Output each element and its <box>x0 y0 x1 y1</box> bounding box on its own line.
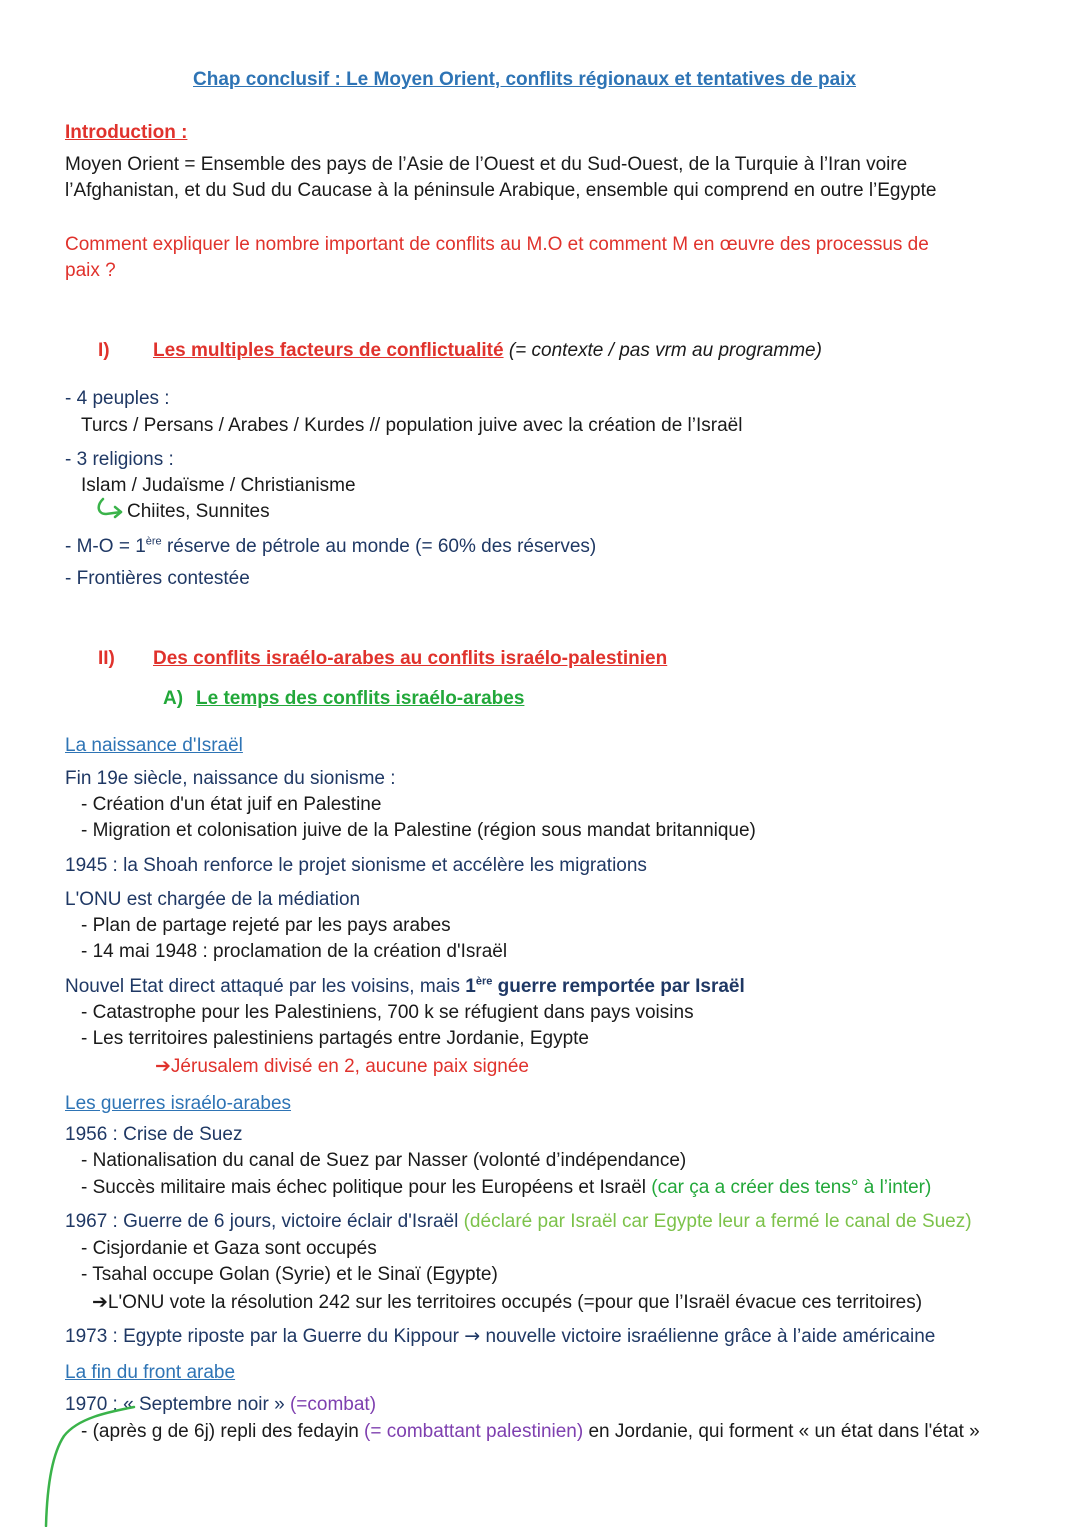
petrole-sup: ère <box>145 535 162 548</box>
intro-heading: Introduction : <box>65 122 188 143</box>
part1-note: (= contexte / pas vrm au programme) <box>503 340 822 361</box>
religions-sub: Chiites, Sunnites <box>127 501 270 522</box>
naissance-line-8-sup: ère <box>475 975 493 988</box>
naissance-line-1: Fin 19e siècle, naissance du sionisme : <box>65 768 396 789</box>
fin-line-1b: (=combat) <box>284 1394 377 1415</box>
peuples-label: - 4 peuples : <box>65 388 170 409</box>
hand-drawn-bracket-icon <box>38 1398 138 1527</box>
naissance-line-11-text: Jérusalem divisé en 2, aucune paix signée <box>170 1056 529 1077</box>
fin-line-1a: 1970 : « Septembre noir » <box>65 1394 285 1415</box>
naissance-line-4: 1945 : la Shoah renforce le projet sionisme et accélère les migrations <box>65 855 647 876</box>
guerres-heading: Les guerres israélo-arabes <box>65 1093 292 1114</box>
naissance-line-2: - Création d'un état juif en Palestine <box>81 794 382 815</box>
naissance-line-8b: 1 <box>465 976 476 997</box>
religions-list: Islam / Judaïsme / Christianisme <box>81 475 356 496</box>
right-arrow-icon: → <box>464 1325 481 1347</box>
right-arrow-icon: ➔ <box>92 1291 108 1313</box>
part2-numeral: II) <box>98 648 115 669</box>
fin-line-2c: en Jordanie, qui forment « un état dans l'état » <box>583 1421 980 1442</box>
part1-numeral: I) <box>98 340 110 361</box>
guerres-line-4 <box>65 1210 972 1234</box>
naissance-heading: La naissance d'Israël <box>65 735 243 756</box>
guerres-line-1: 1956 : Crise de Suez <box>65 1124 243 1145</box>
intro-definition-line-2: l’Afghanistan, et du Sud du Caucase à la péninsule Arabique, ensemble qui comprend en outre l’Egypte <box>65 180 937 201</box>
naissance-line-9: - Catastrophe pour les Palestiniens, 700 k se réfugient dans pays voisins <box>81 1002 694 1023</box>
guerres-line-8a: 1973 : Egypte riposte par la Guerre du Kippour <box>65 1326 465 1347</box>
guerres-line-7-text: L'ONU vote la résolution 242 sur les territoires occupés (=pour que l’Israël évacue ces territoires) <box>107 1292 923 1313</box>
fin-line-2a: - (après g de 6j) repli des fedayin <box>81 1421 365 1442</box>
naissance-line-11 <box>155 1054 529 1079</box>
part2a-letter: A) <box>163 688 184 709</box>
naissance-line-6: - Plan de partage rejeté par les pays arabes <box>81 915 451 936</box>
right-arrow-icon: ➔ <box>155 1055 171 1077</box>
guerres-line-3 <box>81 1176 931 1200</box>
guerres-line-4b: (déclaré par Israël car Egypte leur a fermé le canal de Suez) <box>458 1211 972 1232</box>
peuples-list: Turcs / Persans / Arabes / Kurdes // population juive avec la création de l’Israël <box>81 415 743 436</box>
page-title: Chap conclusif : Le Moyen Orient, conflits régionaux et tentatives de paix <box>193 69 857 90</box>
petrole-text-a: - M-O = 1 <box>65 536 146 557</box>
petrole-text-b: réserve de pétrole au monde (= 60% des réserves) <box>161 536 597 557</box>
naissance-line-10: - Les territoires palestiniens partagés entre Jordanie, Egypte <box>81 1028 589 1049</box>
guerres-line-8b: nouvelle victoire israélienne grâce à l’aide américaine <box>480 1326 936 1347</box>
frontieres-line: - Frontières contestée <box>65 568 250 589</box>
guerres-line-7 <box>92 1290 922 1315</box>
naissance-line-8a: Nouvel Etat direct attaqué par les voisins, mais <box>65 976 466 997</box>
fin-heading: La fin du front arabe <box>65 1362 236 1383</box>
part1-heading <box>153 339 822 363</box>
naissance-line-8c: guerre remportée par Israël <box>492 976 745 997</box>
intro-question-line-1: Comment expliquer le nombre important de conflits au M.O et comment M en œuvre des processus de <box>65 234 929 255</box>
intro-question-line-2: paix ? <box>65 260 116 281</box>
guerres-line-4a: 1967 : Guerre de 6 jours, victoire éclair d'Israël <box>65 1211 459 1232</box>
intro-definition-line-1: Moyen Orient = Ensemble des pays de l’Asie de l’Ouest et du Sud-Ouest, de la Turquie à l’Iran voire <box>65 154 908 175</box>
naissance-line-8 <box>65 975 745 999</box>
guerres-line-8 <box>65 1324 935 1349</box>
guerres-line-2: - Nationalisation du canal de Suez par Nasser (volonté d’indépendance) <box>81 1150 687 1171</box>
religions-label: - 3 religions : <box>65 449 174 470</box>
guerres-line-3a: - Succès militaire mais échec politique pour les Européens et Israël <box>81 1177 646 1198</box>
guerres-line-6: - Tsahal occupe Golan (Syrie) et le Sinaï (Egypte) <box>81 1264 498 1285</box>
guerres-line-3b: (car ça a créer des tens° à l’inter) <box>646 1177 932 1198</box>
petrole-line <box>65 535 596 559</box>
naissance-line-5: L'ONU est chargée de la médiation <box>65 889 361 910</box>
guerres-line-5: - Cisjordanie et Gaza sont occupés <box>81 1238 377 1259</box>
part2-title: Des conflits israélo-arabes au conflits israélo-palestinien <box>153 648 668 669</box>
fin-line-2 <box>81 1420 980 1444</box>
part2a-title: Le temps des conflits israélo-arabes <box>196 688 525 709</box>
part1-title: Les multiples facteurs de conflictualité <box>153 340 504 361</box>
naissance-line-7: - 14 mai 1948 : proclamation de la création d'Israël <box>81 941 508 962</box>
hand-drawn-arrow-icon <box>94 497 126 521</box>
naissance-line-3: - Migration et colonisation juive de la Palestine (région sous mandat britannique) <box>81 820 756 841</box>
fin-line-2b: (= combattant palestinien) <box>364 1421 584 1442</box>
